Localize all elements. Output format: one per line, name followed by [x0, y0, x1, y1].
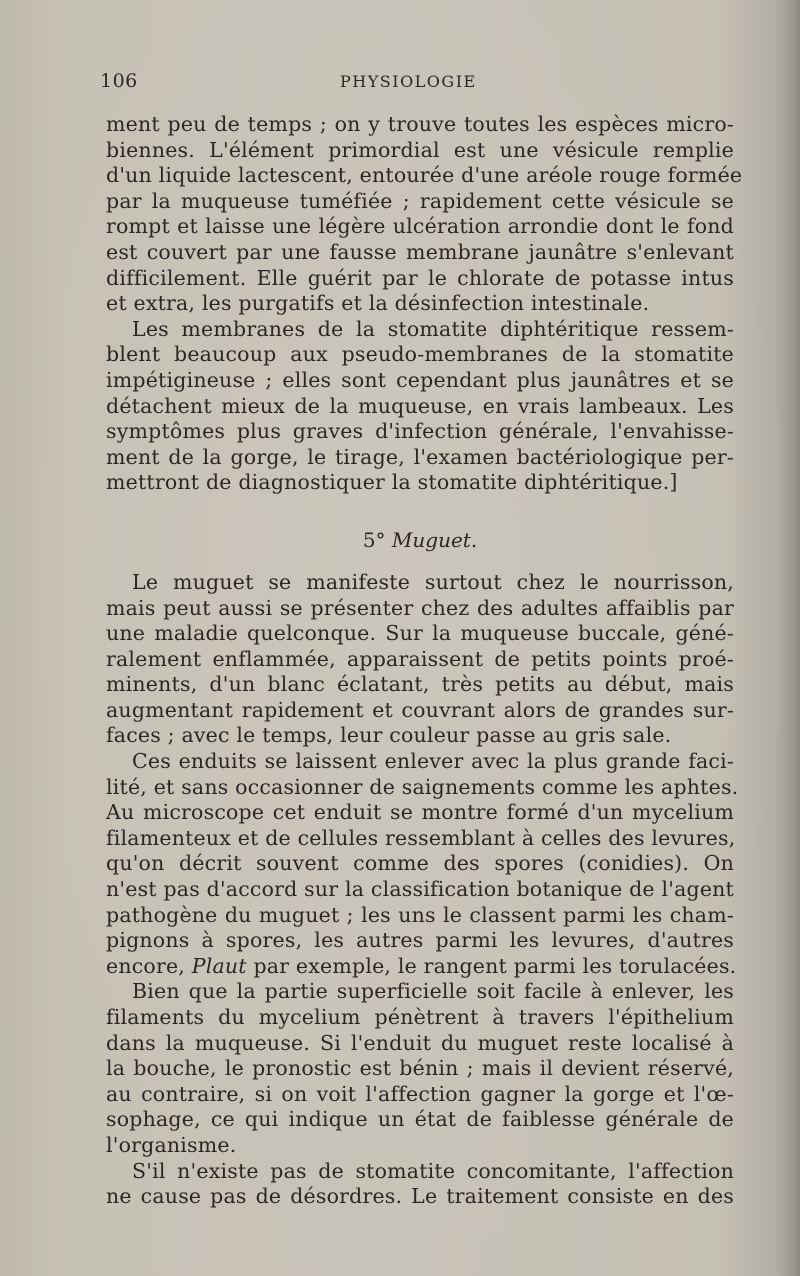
text-line: faces ; avec le temps, leur couleur passe au gris sale. [106, 723, 672, 748]
text-line: et extra, les purgatifs et la désinfection intestinale. [106, 291, 650, 316]
text-line: d'un liquide lactescent, entourée d'une aréole rouge formée [106, 163, 743, 188]
running-head: PHYSIOLOGIE [340, 72, 477, 91]
text-line: ralement enflammée, apparaissent de petits points proé- [106, 646, 734, 671]
spacer [106, 496, 734, 510]
text-line: ment de la gorge, le tirage, l'examen bactériologique per- [106, 444, 734, 469]
text-line: mais peut aussi se présenter chez des adultes affaiblis par [106, 595, 734, 620]
text-line: dans la muqueuse. Si l'enduit du muguet reste localisé à [106, 1030, 734, 1055]
section-title: Muguet. [391, 527, 478, 552]
text-line: n'est pas d'accord sur la classification botanique de l'agent [106, 877, 734, 902]
paragraph [106, 570, 734, 749]
paragraph [106, 1159, 734, 1210]
text-line: Les membranes de la stomatite diphtéritique ressem- [132, 316, 734, 341]
italic-name: Plaut [191, 953, 247, 978]
page-edge-shadow [778, 0, 800, 1276]
body-text [106, 112, 743, 1210]
text-line: sophage, ce qui indique un état de faiblesse générale de [106, 1107, 734, 1132]
text-line: symptômes plus graves d'infection générale, l'envahisse- [106, 419, 734, 444]
text-line: difficilement. Elle guérit par le chlorate de potasse intus [106, 265, 734, 290]
text-line: minents, d'un blanc éclatant, très petits au début, mais [106, 672, 734, 697]
text-line: blent beaucoup aux pseudo-membranes de la stomatite [106, 342, 734, 367]
section-heading [106, 510, 734, 570]
text-line: la bouche, le pronostic est bénin ; mais il devient réservé, [106, 1056, 734, 1081]
text-line: biennes. L'élément primordial est une vésicule remplie [106, 137, 734, 162]
text-line: augmentant rapidement et couvrant alors de grandes sur- [106, 697, 734, 722]
paragraph [106, 112, 743, 317]
text-line [106, 953, 737, 980]
text-line: pathogène du muguet ; les uns le classent parmi les cham- [106, 902, 734, 927]
paragraph [106, 317, 734, 496]
text-line: impétigineuse ; elles sont cependant plus jaunâtres et se [106, 367, 734, 392]
text-line: rompt et laisse une légère ulcération arrondie dont le fond [106, 214, 734, 239]
text-line: filamenteux et de cellules ressemblant à celles des levures, [106, 825, 736, 850]
text-line: filaments du mycelium pénètrent à travers l'épithelium [106, 1005, 734, 1029]
text-line: Bien que la partie superficielle soit facile à enlever, les [132, 979, 734, 1004]
page-number: 106 [100, 70, 138, 92]
text-line: l'organisme. [106, 1132, 237, 1157]
paragraph [106, 979, 734, 1158]
text-fragment: encore, [106, 953, 192, 978]
text-line: une maladie quelconque. Sur la muqueuse buccale, géné- [106, 621, 734, 646]
text-line: ne cause pas de désordres. Le traitement consiste en des [106, 1184, 734, 1209]
text-line: S'il n'existe pas de stomatite concomitante, l'affection [132, 1158, 734, 1183]
text-line: qu'on décrit souvent comme des spores (conidies). On [106, 851, 734, 876]
page-header [100, 70, 730, 96]
paragraph [106, 749, 739, 979]
text-line: mettront de diagnostiquer la stomatite diphtéritique.] [106, 470, 678, 495]
text-line: lité, et sans occasionner de saignements comme les aphtes. [106, 774, 739, 799]
text-line: Le muguet se manifeste surtout chez le nourrisson, [132, 569, 734, 594]
text-line: est couvert par une fausse membrane jaunâtre s'enlevant [106, 239, 734, 264]
text-fragment: par exemple, le rangent parmi les torulacées. [246, 953, 737, 978]
text-line: ment peu de temps ; on y trouve toutes les espèces micro- [106, 112, 734, 136]
text-line: détachent mieux de la muqueuse, en vrais lambeaux. Les [106, 393, 734, 418]
text-line: au contraire, si on voit l'affection gagner la gorge et l'œ- [106, 1081, 734, 1106]
text-line: pignons à spores, les autres parmi les levures, d'autres [106, 928, 734, 953]
text-line: Ces enduits se laissent enlever avec la plus grande faci- [132, 749, 734, 774]
text-line: Au microscope cet enduit se montre formé d'un mycelium [106, 800, 734, 825]
section-number: 5° [362, 527, 392, 552]
text-line: par la muqueuse tuméfiée ; rapidement cette vésicule se [106, 188, 734, 213]
